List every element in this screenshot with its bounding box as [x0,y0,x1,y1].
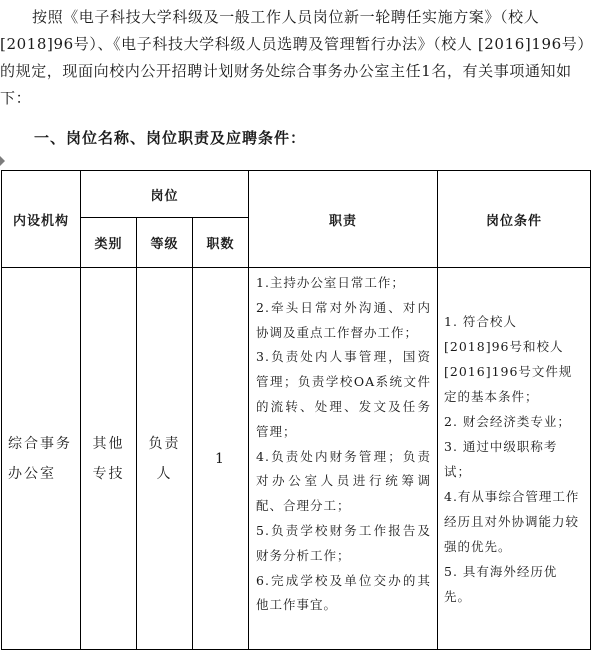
duty-item: 4.负责处内财务管理；负责对办公室人员进行统筹调配、合理分工； [256,448,431,514]
header-dept: 内设机构 [2,171,81,268]
header-requirements: 岗位条件 [438,171,591,268]
duty-item: 1.主持办公室日常工作； [256,275,405,290]
header-category: 类别 [81,218,137,268]
count-text: 1 [215,450,226,467]
intro-paragraph: 按照《电子科技大学科级及一般工作人员岗位新一轮聘任实施方案》（校人[2018]96号）、《电子科技大学科级人员选聘及管理暂行办法》（校人 [2016]196号）的规定，现面向校内公开招聘计划财务处综合事务办公室主任1名，有关事项通知如下： [0,8,586,107]
corner-marker-icon [0,156,5,166]
header-duties: 职责 [249,171,438,268]
dept-text: 综合事务办公室 [8,435,72,482]
cell-count [193,268,249,650]
requirement-item: 1. 符合校人 [2018]96号和校人[2016]196号文件规定的基本条件； [444,313,573,404]
requirements-list [438,309,590,609]
duty-item: 6.完成学校及单位交办的其他工作事宜。 [256,572,431,613]
grade-text: 负责人 [148,435,181,482]
requirement-item: 2. 财会经济类专业； [444,413,571,429]
header-count: 职数 [193,218,249,268]
position-table [1,170,591,650]
duty-item: 3.负责处内人事管理，国资管理；负责学校OA系统文件的流转、处理、发文及任务管理； [256,349,431,439]
cell-category [81,268,137,650]
duty-item: 2.牵头日常对外沟通、对内协调及重点工作督办工作； [256,299,431,340]
cell-grade [137,268,193,650]
category-text: 其他专技 [92,435,125,482]
duty-item: 5.负责学校财务工作报告及财务分析工作； [256,522,431,563]
cell-duties [249,268,438,650]
cell-dept [2,268,81,650]
requirement-item: 4.有从事综合管理工作经历且对外协调能力较强的优先。 [444,488,580,554]
section-heading: 一、岗位名称、岗位职责及应聘条件： [34,129,307,147]
requirement-item: 5. 具有海外经历优先。 [444,563,558,604]
requirement-item: 3. 通过中级职称考试； [444,438,558,479]
header-position: 岗位 [81,171,249,218]
cell-requirements [438,268,591,650]
duties-list [249,268,437,618]
header-grade: 等级 [137,218,193,268]
